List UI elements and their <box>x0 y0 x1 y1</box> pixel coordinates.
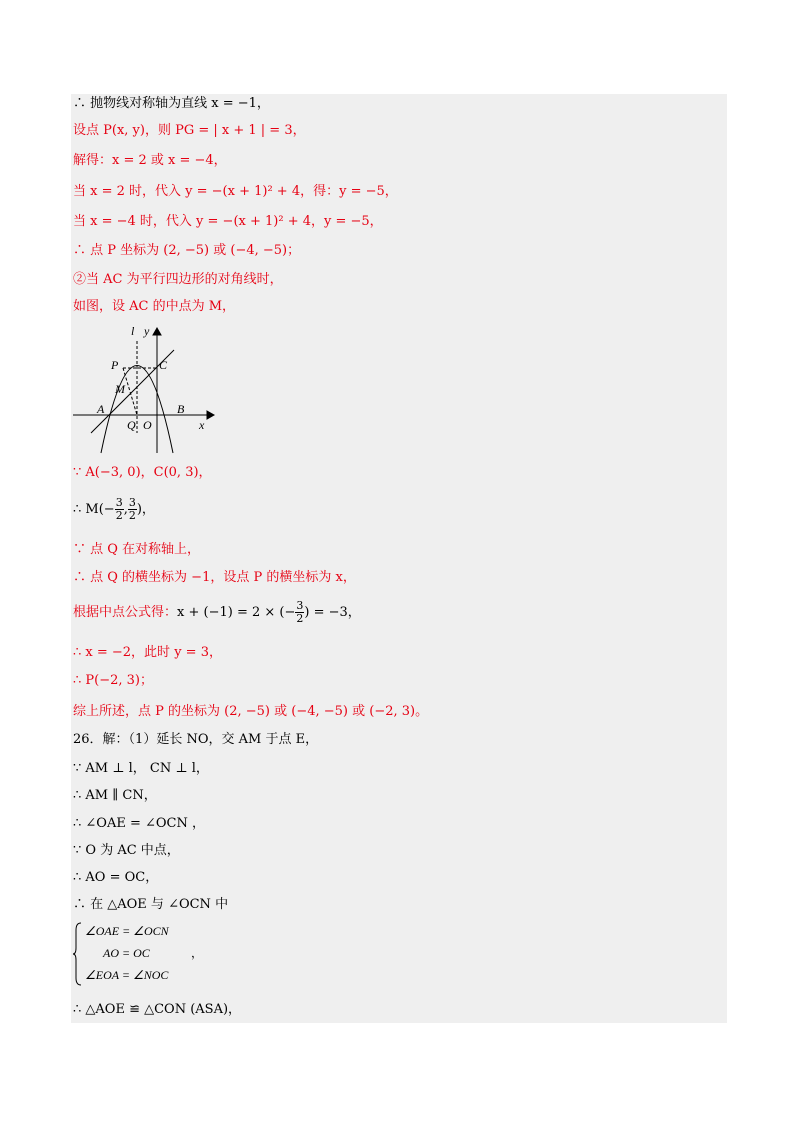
m-y-den: 2 <box>128 509 136 522</box>
system-tail: ， <box>191 946 204 960</box>
y-axis-arrow <box>153 328 161 335</box>
line-p-minus2-3: ∴ P(−2, 3)； <box>73 673 153 688</box>
line-case-2: ②当 AC 为平行四边形的对角线时， <box>73 272 283 287</box>
formula-prefix: 根据中点公式得： <box>73 605 178 620</box>
parabola-figure <box>71 323 221 458</box>
label-c: C <box>159 358 168 372</box>
label-a: A <box>97 402 105 416</box>
line-m-coords <box>73 497 155 522</box>
label-x: x <box>199 418 205 432</box>
m-prefix: ∴ M(− <box>73 502 115 517</box>
equation-system <box>73 920 213 988</box>
line-q26-start: 26．解：（1）延长 NO，交 AM 于点 E， <box>73 732 319 747</box>
line-solve-x: 解得：x = 2 或 x = −4， <box>73 153 227 168</box>
m-y-num: 3 <box>128 496 136 509</box>
line-q-on-axis: ∵ 点 Q 在对称轴上， <box>73 542 201 557</box>
label-y: y <box>144 324 150 338</box>
m-comma: , <box>123 502 128 517</box>
line-midpoint-m: 如图，设 AC 的中点为 M， <box>73 299 236 314</box>
line-perpendicular: ∵ AM ⊥ l， CN ⊥ l， <box>73 761 209 776</box>
formula-num: 3 <box>296 599 304 612</box>
label-o: O <box>143 418 152 432</box>
line-in-triangles: ∴ 在 △AOE 与 ∠OCN 中 <box>73 897 229 912</box>
line-ao-oc: ∴ AO = OC， <box>73 870 159 885</box>
line-conclusion: 综上所述，点 P 的坐标为 (2, −5) 或 (−4, −5) 或 (−2, 3)。 <box>73 704 429 719</box>
m-fraction-x <box>115 497 124 522</box>
line-set-point-p: 设点 P(x, y)，则 PG = | x + 1 | = 3， <box>73 123 306 138</box>
label-l: l <box>131 324 135 338</box>
formula-right: ) = −3， <box>304 605 361 620</box>
segment-pq <box>123 368 137 415</box>
system-row-1: ∠OAE = ∠OCN <box>85 924 169 938</box>
x-axis-arrow <box>207 411 214 419</box>
formula-den: 2 <box>296 612 304 625</box>
formula-left: x + (−1) = 2 × (− <box>177 605 296 620</box>
line-o-midpoint: ∵ O 为 AC 中点， <box>73 843 180 858</box>
m-fraction-y <box>128 497 137 522</box>
line-a-c-coords: ∵ A(−3, 0)，C(0, 3)， <box>73 465 212 480</box>
line-when-x-minus4: 当 x = −4 时，代入 y = −(x + 1)² + 4，y = −5， <box>73 214 383 229</box>
m-suffix: )， <box>136 502 155 517</box>
system-row-3: ∠EOA = ∠NOC <box>85 968 169 982</box>
m-x-num: 3 <box>115 496 123 509</box>
line-x-minus2: ∴ x = −2，此时 y = 3， <box>73 645 222 660</box>
label-m: M <box>115 382 125 396</box>
label-b: B <box>177 402 185 416</box>
m-x-den: 2 <box>115 509 123 522</box>
line-when-x-2: 当 x = 2 时，代入 y = −(x + 1)² + 4，得：y = −5， <box>73 184 398 199</box>
label-p: P <box>111 358 119 372</box>
line-congruent: ∴ △AOE ≌ △CON (ASA)， <box>73 1002 242 1017</box>
line-q-abscissa: ∴ 点 Q 的横坐标为 −1，设点 P 的横坐标为 x， <box>73 570 356 585</box>
system-row-2: AO = OC <box>103 946 150 960</box>
line-axis-of-symmetry: ∴ 抛物线对称轴为直线 x = −1， <box>73 96 270 111</box>
line-p-coordinates: ∴ 点 P 坐标为 (2, −5) 或 (−4, −5)； <box>73 243 301 258</box>
line-equal-angles: ∴ ∠OAE = ∠OCN ， <box>73 816 205 831</box>
line-midpoint-formula <box>73 600 361 625</box>
left-brace-icon <box>73 922 83 986</box>
label-q: Q <box>127 418 136 432</box>
line-parallel: ∴ AM ∥ CN， <box>73 788 157 803</box>
